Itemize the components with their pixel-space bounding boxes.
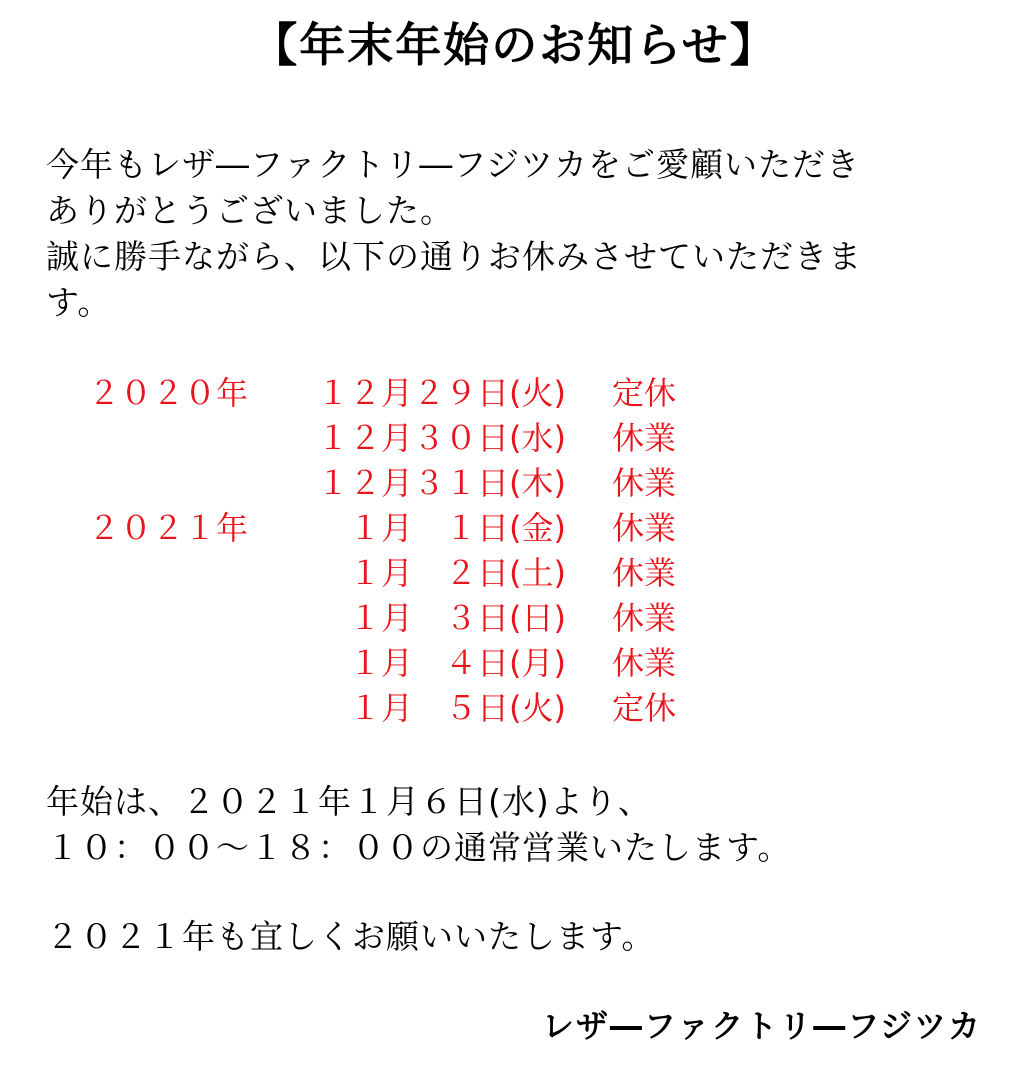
schedule-date: １月 １日(金) <box>349 509 566 547</box>
schedule-date: １月 ５日(火) <box>349 689 566 727</box>
schedule-row <box>0 461 1029 505</box>
schedule-row <box>0 686 1029 730</box>
reopen-line: １０：００～１８：００の通常営業いたします。 <box>46 828 792 867</box>
intro-line: 誠に勝手ながら、以下の通りお休みさせていただきま <box>46 237 862 276</box>
schedule-status: 休業 <box>612 419 677 457</box>
schedule-date: １２月２９日(火) <box>317 374 566 412</box>
schedule-year: ２０２０年 <box>88 374 249 412</box>
schedule-status: 休業 <box>612 599 677 637</box>
intro-line: す。 <box>46 283 112 322</box>
intro-line: 今年もレザ―ファクトリ―フジツカをご愛顧いただき <box>46 145 861 184</box>
schedule-date: １２月３０日(水) <box>317 419 566 457</box>
schedule-status: 休業 <box>612 509 677 547</box>
holiday-schedule <box>0 371 1029 741</box>
schedule-row <box>0 506 1029 550</box>
schedule-row <box>0 416 1029 460</box>
schedule-row <box>0 641 1029 685</box>
schedule-status: 休業 <box>612 554 677 592</box>
shop-signature: レザ―ファクトリ―フジツカ <box>541 1007 982 1045</box>
schedule-date: １月 ３日(日) <box>349 599 566 637</box>
schedule-status: 休業 <box>612 464 677 502</box>
schedule-row <box>0 596 1029 640</box>
closing-message: ２０２１年も宜しくお願いいたします。 <box>46 917 656 956</box>
schedule-date: １２月３１日(木) <box>317 464 566 502</box>
schedule-status: 定休 <box>612 689 677 727</box>
schedule-row <box>0 551 1029 595</box>
schedule-date: １月 ２日(土) <box>349 554 566 592</box>
reopen-line: 年始は、２０２１年１月６日(水)より、 <box>46 782 652 821</box>
schedule-date: １月 ４日(月) <box>349 644 566 682</box>
schedule-year: ２０２１年 <box>88 509 249 547</box>
reopening-paragraph <box>46 779 986 871</box>
intro-line: ありがとうございました。 <box>46 191 454 230</box>
schedule-row <box>0 371 1029 415</box>
schedule-status: 定休 <box>612 374 677 412</box>
notice-title: 【年末年始のお知らせ】 <box>251 18 778 72</box>
intro-paragraph <box>46 142 986 326</box>
schedule-status: 休業 <box>612 644 677 682</box>
